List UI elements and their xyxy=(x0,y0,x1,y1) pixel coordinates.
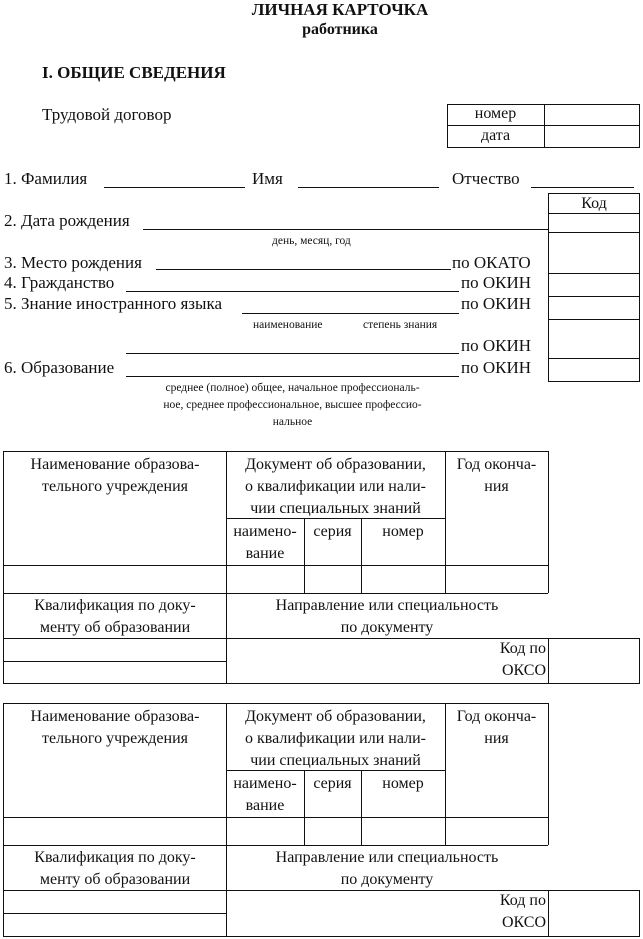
document-header: Документ об образовании, о квалификации или нали- чии специальных знаний xyxy=(245,708,426,769)
okin-label-4: по ОКИН xyxy=(461,358,532,377)
birth-place-label: 3. Место рождения xyxy=(4,253,142,272)
education-hint-3: нальное xyxy=(272,416,313,428)
name-field[interactable] xyxy=(298,187,439,188)
citizenship-label: 4. Гражданство xyxy=(4,273,115,292)
name-label: Имя xyxy=(252,169,283,188)
education-hint-2: ное, среднее профессиональное, высшее профессио- xyxy=(163,399,422,411)
page-subtitle: работника xyxy=(302,21,378,38)
code-column xyxy=(548,193,640,382)
birth-date-hint: день, месяц, год xyxy=(272,235,351,247)
contract-number-field[interactable] xyxy=(546,106,638,124)
number-header: номер xyxy=(382,523,424,540)
birth-place-field[interactable] xyxy=(156,269,451,270)
education-field[interactable] xyxy=(126,376,459,377)
contract-date-label: дата xyxy=(480,127,511,144)
okin-label-1: по ОКИН xyxy=(461,273,532,292)
citizenship-field[interactable] xyxy=(126,291,459,292)
qualification-header: Квалификация по доку- менту об образовании xyxy=(34,597,196,636)
language-hint-name: наименование xyxy=(253,319,323,331)
doc-name-header: наимено- вание xyxy=(233,775,297,814)
specialty-header: Направление или специальность по документу xyxy=(275,597,499,636)
contract-date-field[interactable] xyxy=(546,127,638,146)
language-field-2[interactable] xyxy=(126,353,459,354)
doc-name-header: наимено- вание xyxy=(233,523,297,562)
patronymic-field[interactable] xyxy=(531,187,634,188)
number-header: номер xyxy=(382,775,424,792)
okso-header: Код по ОКСО xyxy=(499,892,546,931)
language-hint-level: степень знания xyxy=(363,319,438,331)
education-hint-1: среднее (полное) общее, начальное профессиональ- xyxy=(165,382,420,394)
patronymic-label: Отчество xyxy=(452,169,520,188)
grad-year-header: Год оконча- ния xyxy=(456,456,537,495)
okato-label: по ОКАТО xyxy=(452,253,531,272)
code-header: Код xyxy=(581,195,607,212)
birth-date-label: 2. Дата рождения xyxy=(4,211,130,230)
surname-field[interactable] xyxy=(104,187,245,188)
document-header: Документ об образовании, о квалификации или нали- чии специальных знаний xyxy=(245,456,426,517)
birth-date-field[interactable] xyxy=(143,229,548,230)
okin-label-2: по ОКИН xyxy=(461,294,532,313)
qualification-header: Квалификация по доку- менту об образовании xyxy=(34,849,196,888)
specialty-header: Направление или специальность по документу xyxy=(275,849,499,888)
okin-label-3: по ОКИН xyxy=(461,336,532,355)
contract-number-label: номер xyxy=(474,105,517,122)
section-title: I. ОБЩИЕ СВЕДЕНИЯ xyxy=(42,63,226,82)
contract-label: Трудовой договор xyxy=(42,105,172,124)
institution-header: Наименование образова- тельного учреждения xyxy=(30,708,200,747)
series-header: серия xyxy=(313,775,352,792)
page-title: ЛИЧНАЯ КАРТОЧКА xyxy=(251,0,429,19)
series-header: серия xyxy=(313,523,352,540)
education-label: 6. Образование xyxy=(4,358,115,377)
language-field[interactable] xyxy=(242,313,459,314)
okso-header: Код по ОКСО xyxy=(499,640,546,679)
surname-label: 1. Фамилия xyxy=(4,169,88,188)
grad-year-header: Год оконча- ния xyxy=(456,708,537,747)
language-label: 5. Знание иностранного языка xyxy=(4,294,222,313)
institution-header: Наименование образова- тельного учреждения xyxy=(30,456,200,495)
